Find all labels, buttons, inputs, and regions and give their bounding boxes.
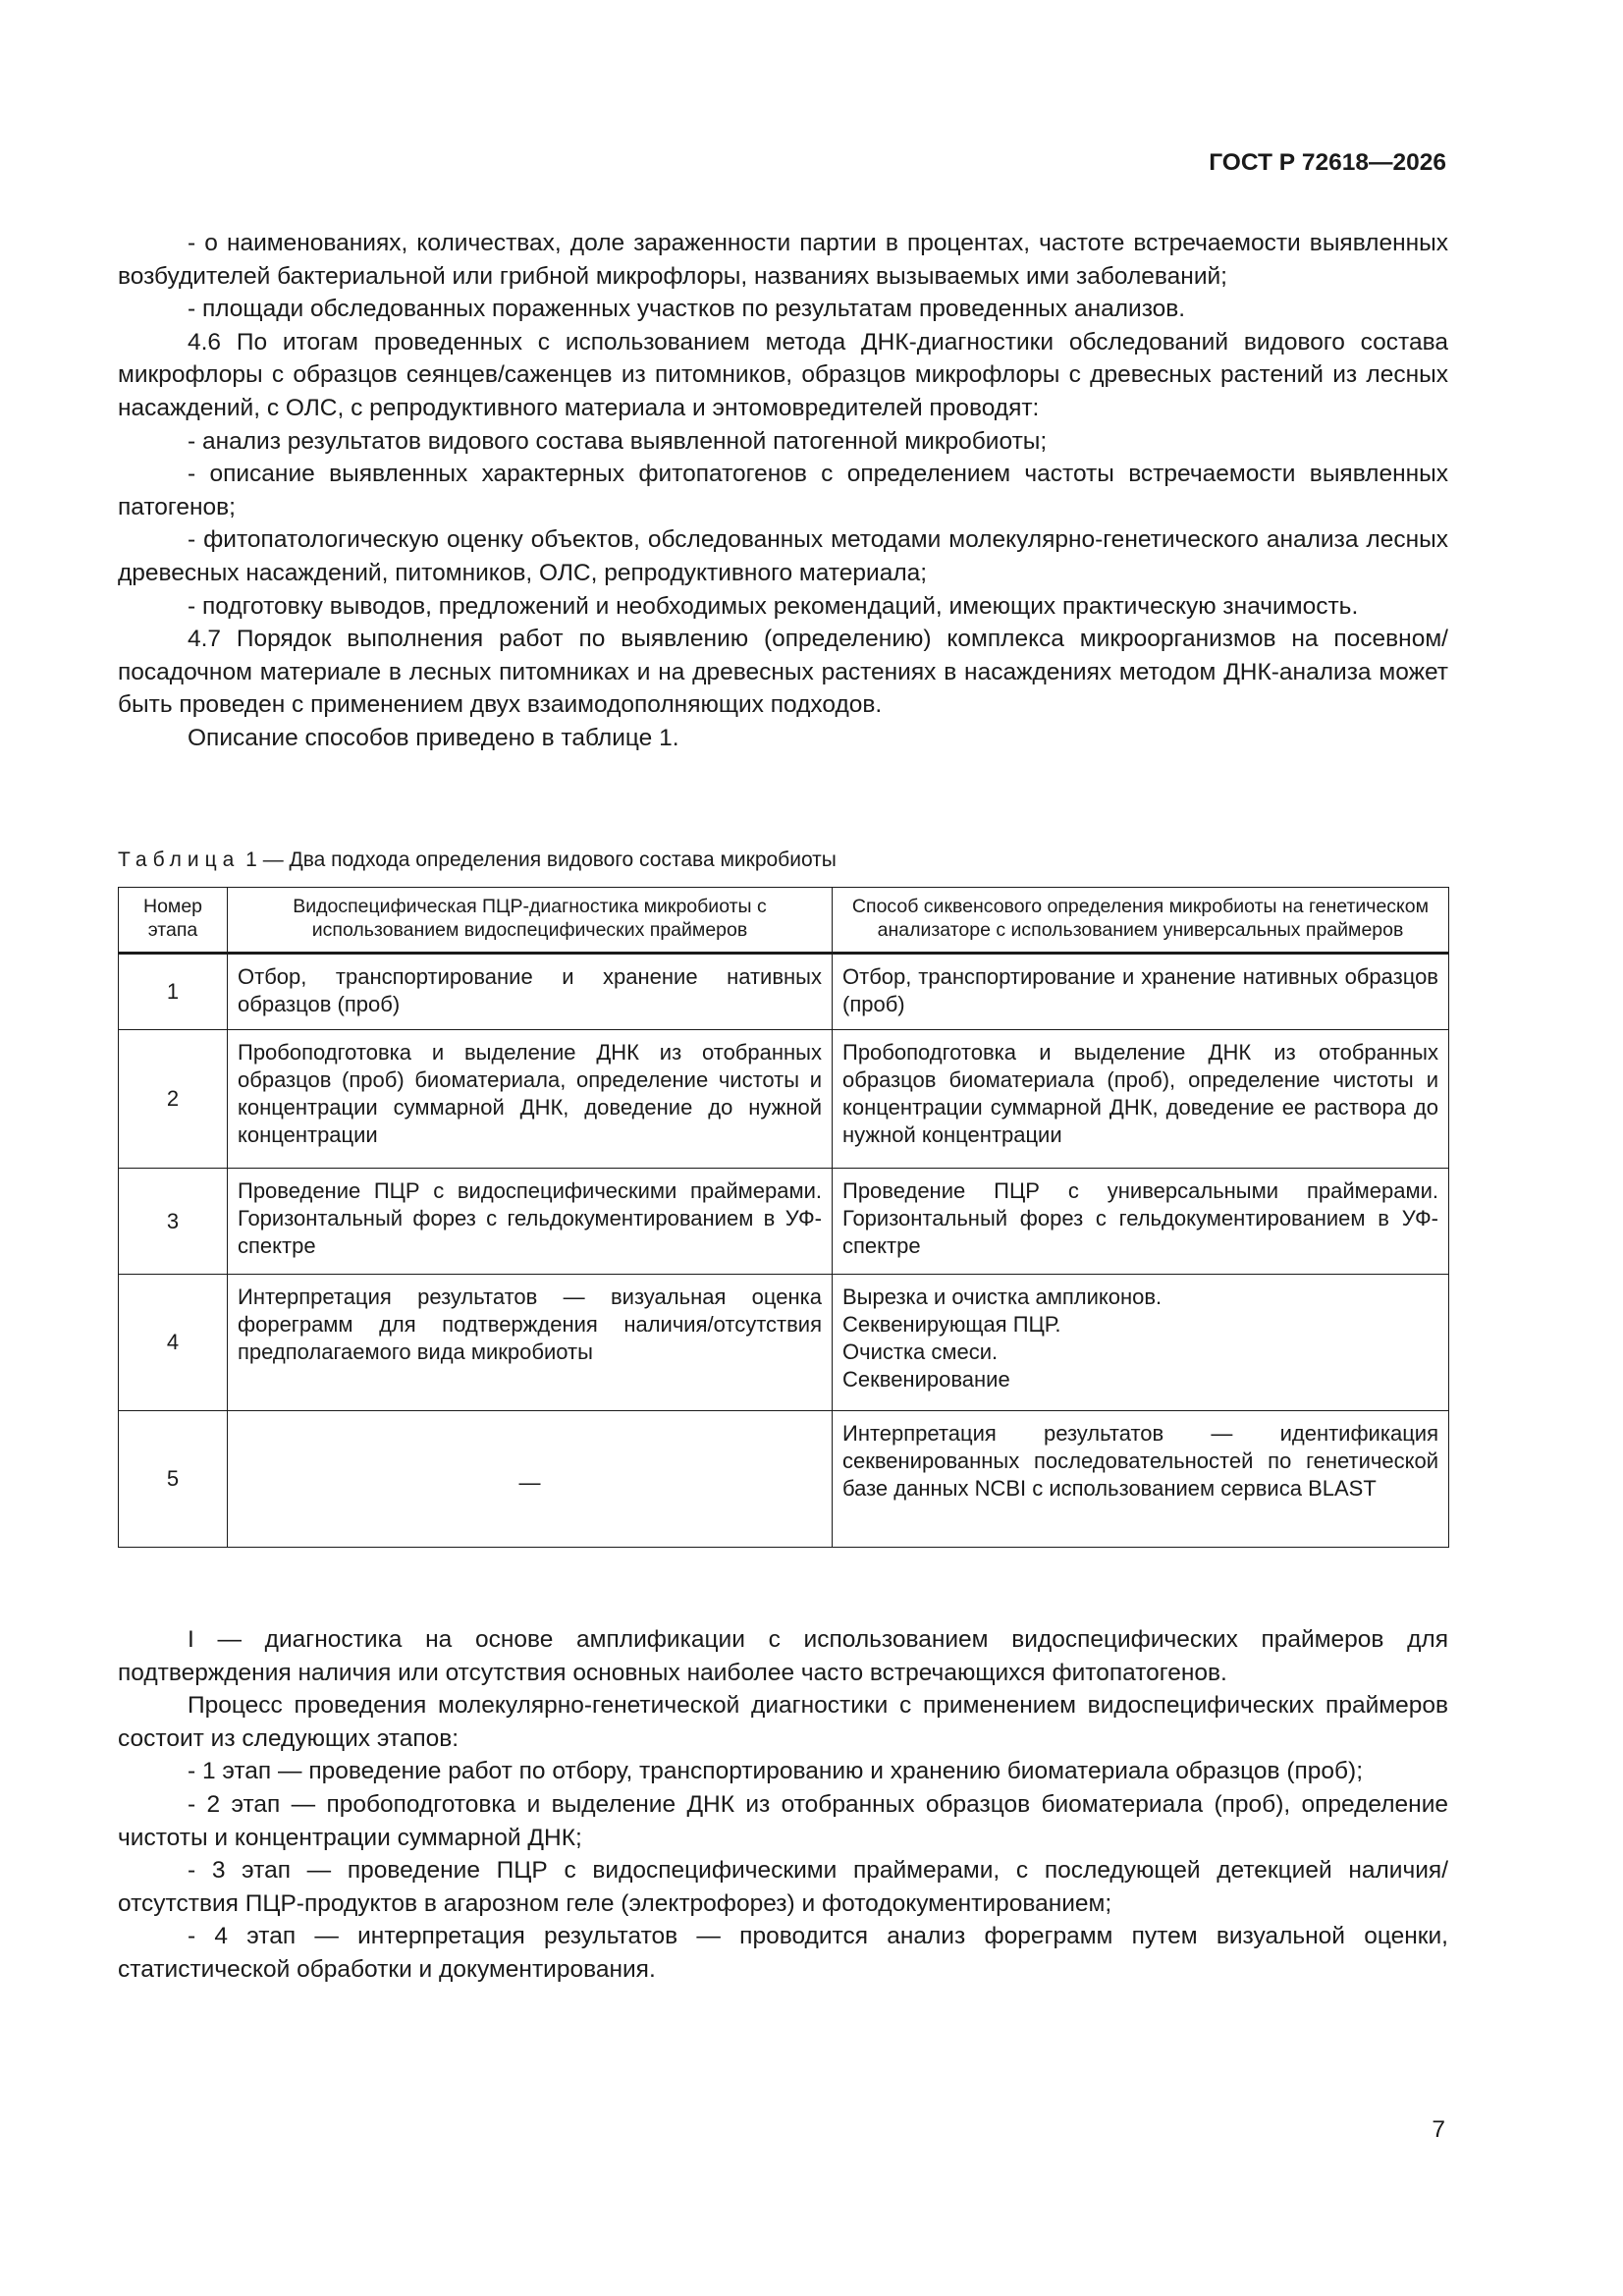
table-row <box>119 954 1449 1030</box>
table-cell: Проведение ПЦР с видоспецифическими праймерами. Горизонтальный форез с гельдокументированием в УФ-спектре <box>228 1169 833 1275</box>
paragraph: - о наименованиях, количествах, доле зараженности партии в процентах, частоте встречаемости выявленных возбудителей бактериальной или грибной микрофлоры, названиях вызываемых ими заболеваний; <box>118 230 1448 290</box>
table-cell: Пробоподготовка и выделение ДНК из отобранных образцов (проб) биоматериала, определение чистоты и концентрации суммарной ДНК, доведение до нужной концентрации <box>228 1030 833 1169</box>
table-caption-text: 1 — Два подхода определения видового состава микробиоты <box>240 848 837 871</box>
stages-table <box>118 887 1449 1548</box>
table-cell-empty-dash: — <box>228 1411 833 1548</box>
paragraph: - анализ результатов видового состава выявленной патогенной микробиоты; <box>188 427 1048 455</box>
body-text-bottom <box>118 1623 1448 1987</box>
table-row <box>119 1169 1449 1275</box>
document-header: ГОСТ Р 72618—2026 <box>1209 149 1446 176</box>
header-species-pcr: Видоспецифическая ПЦР-диагностика микробиоты с использованием видоспецифических праймеров <box>228 888 833 954</box>
table-cell: Вырезка и очистка ампликонов. Секвенирующая ПЦР. Очистка смеси. Секвенирование <box>833 1275 1449 1411</box>
table-cell-stage: 4 <box>119 1275 228 1411</box>
header-stage-number: Номер этапа <box>119 888 228 954</box>
table-row <box>119 1030 1449 1169</box>
paragraph: - 2 этап — пробоподготовка и выделение ДНК из отобранных образцов биоматериала (проб), определение чистоты и концентрации суммарной ДНК; <box>118 1790 1448 1851</box>
paragraph: Описание способов приведено в таблице 1. <box>188 724 679 751</box>
table-cell-stage: 2 <box>119 1030 228 1169</box>
paragraph: I — диагностика на основе амплификации с использованием видоспецифических праймеров для подтверждения наличия или отсутствия основных наиболее часто встречающихся фитопатогенов. <box>118 1626 1448 1686</box>
header-sequencing: Способ сиквенсового определения микробиоты на генетическом анализаторе с использованием универсальных праймеров <box>833 888 1449 954</box>
table-caption <box>118 847 837 874</box>
table-row <box>119 1411 1449 1548</box>
table-header-row <box>119 888 1449 954</box>
table-cell: Интерпретация результатов — визуальная оценка форeграмм для подтверждения наличия/отсутствия предполагаемого вида микробиоты <box>228 1275 833 1411</box>
paragraph: - фитопатологическую оценку объектов, обследованных методами молекулярно-генетического анализа лесных древесных насаждений, питомников, ОЛС, репродуктивного материала; <box>118 526 1448 586</box>
table-cell: Отбор, транспортирование и хранение нативных образцов (проб) <box>228 954 833 1030</box>
paragraph: - 1 этап — проведение работ по отбору, транспортированию и хранению биоматериала образцов (проб); <box>188 1758 1364 1785</box>
body-text-top <box>118 227 1448 755</box>
table-row <box>119 1275 1449 1411</box>
paragraph: 4.7 Порядок выполнения работ по выявлению (определению) комплекса микроорганизмов на посевном/посадочном материале в лесных питомниках и на древесных растениях в насаждениях методом ДНК-анализа может быть проведен с применением двух взаимодополняющих подходов. <box>118 626 1448 719</box>
table-cell-stage: 3 <box>119 1169 228 1275</box>
paragraph: Процесс проведения молекулярно-генетической диагностики с применением видоспецифических праймеров состоит из следующих этапов: <box>118 1692 1448 1752</box>
paragraph: - площади обследованных пораженных участков по результатам проведенных анализов. <box>188 296 1186 323</box>
table-cell: Проведение ПЦР с универсальными праймерами. Горизонтальный форез с гельдокументированием в УФ-спектре <box>833 1169 1449 1275</box>
table-caption-label: Таблица <box>118 848 241 871</box>
table-cell-stage: 1 <box>119 954 228 1030</box>
table-cell-stage: 5 <box>119 1411 228 1548</box>
table-cell: Интерпретация результатов — идентификация секвенированных последовательностей по генетической базе данных NCBI с использованием сервиса BLAST <box>833 1411 1449 1548</box>
page-number: 7 <box>1432 2116 1445 2143</box>
paragraph: - подготовку выводов, предложений и необходимых рекомендаций, имеющих практическую значимость. <box>188 592 1359 620</box>
paragraph: 4.6 По итогам проведенных с использованием метода ДНК-диагностики обследований видового состава микрофлоры с образцов сеянцев/саженцев из питомников, образцов микрофлоры с древесных растений из лесных насаждений, с ОЛС, с репродуктивного материала и энтомовредителей проводят: <box>118 328 1448 421</box>
paragraph: - описание выявленных характерных фитопатогенов с определением частоты встречаемости выявленных патогенов; <box>118 461 1448 520</box>
table-cell: Отбор, транспортирование и хранение нативных образцов (проб) <box>833 954 1449 1030</box>
paragraph: - 3 этап — проведение ПЦР с видоспецифическими праймерами, с последующей детекцией наличия/отсутствия ПЦР-продуктов в агарозном геле (электрофорез) и фотодокументированием; <box>118 1857 1448 1917</box>
paragraph: - 4 этап — интерпретация результатов — проводится анализ форeграмм путем визуальной оценки, статистической обработки и документирования. <box>118 1923 1448 1983</box>
table-cell: Пробоподготовка и выделение ДНК из отобранных образцов биоматериала (проб), определение чистоты и концентрации суммарной ДНК, доведение ее раствора до нужной концентрации <box>833 1030 1449 1169</box>
